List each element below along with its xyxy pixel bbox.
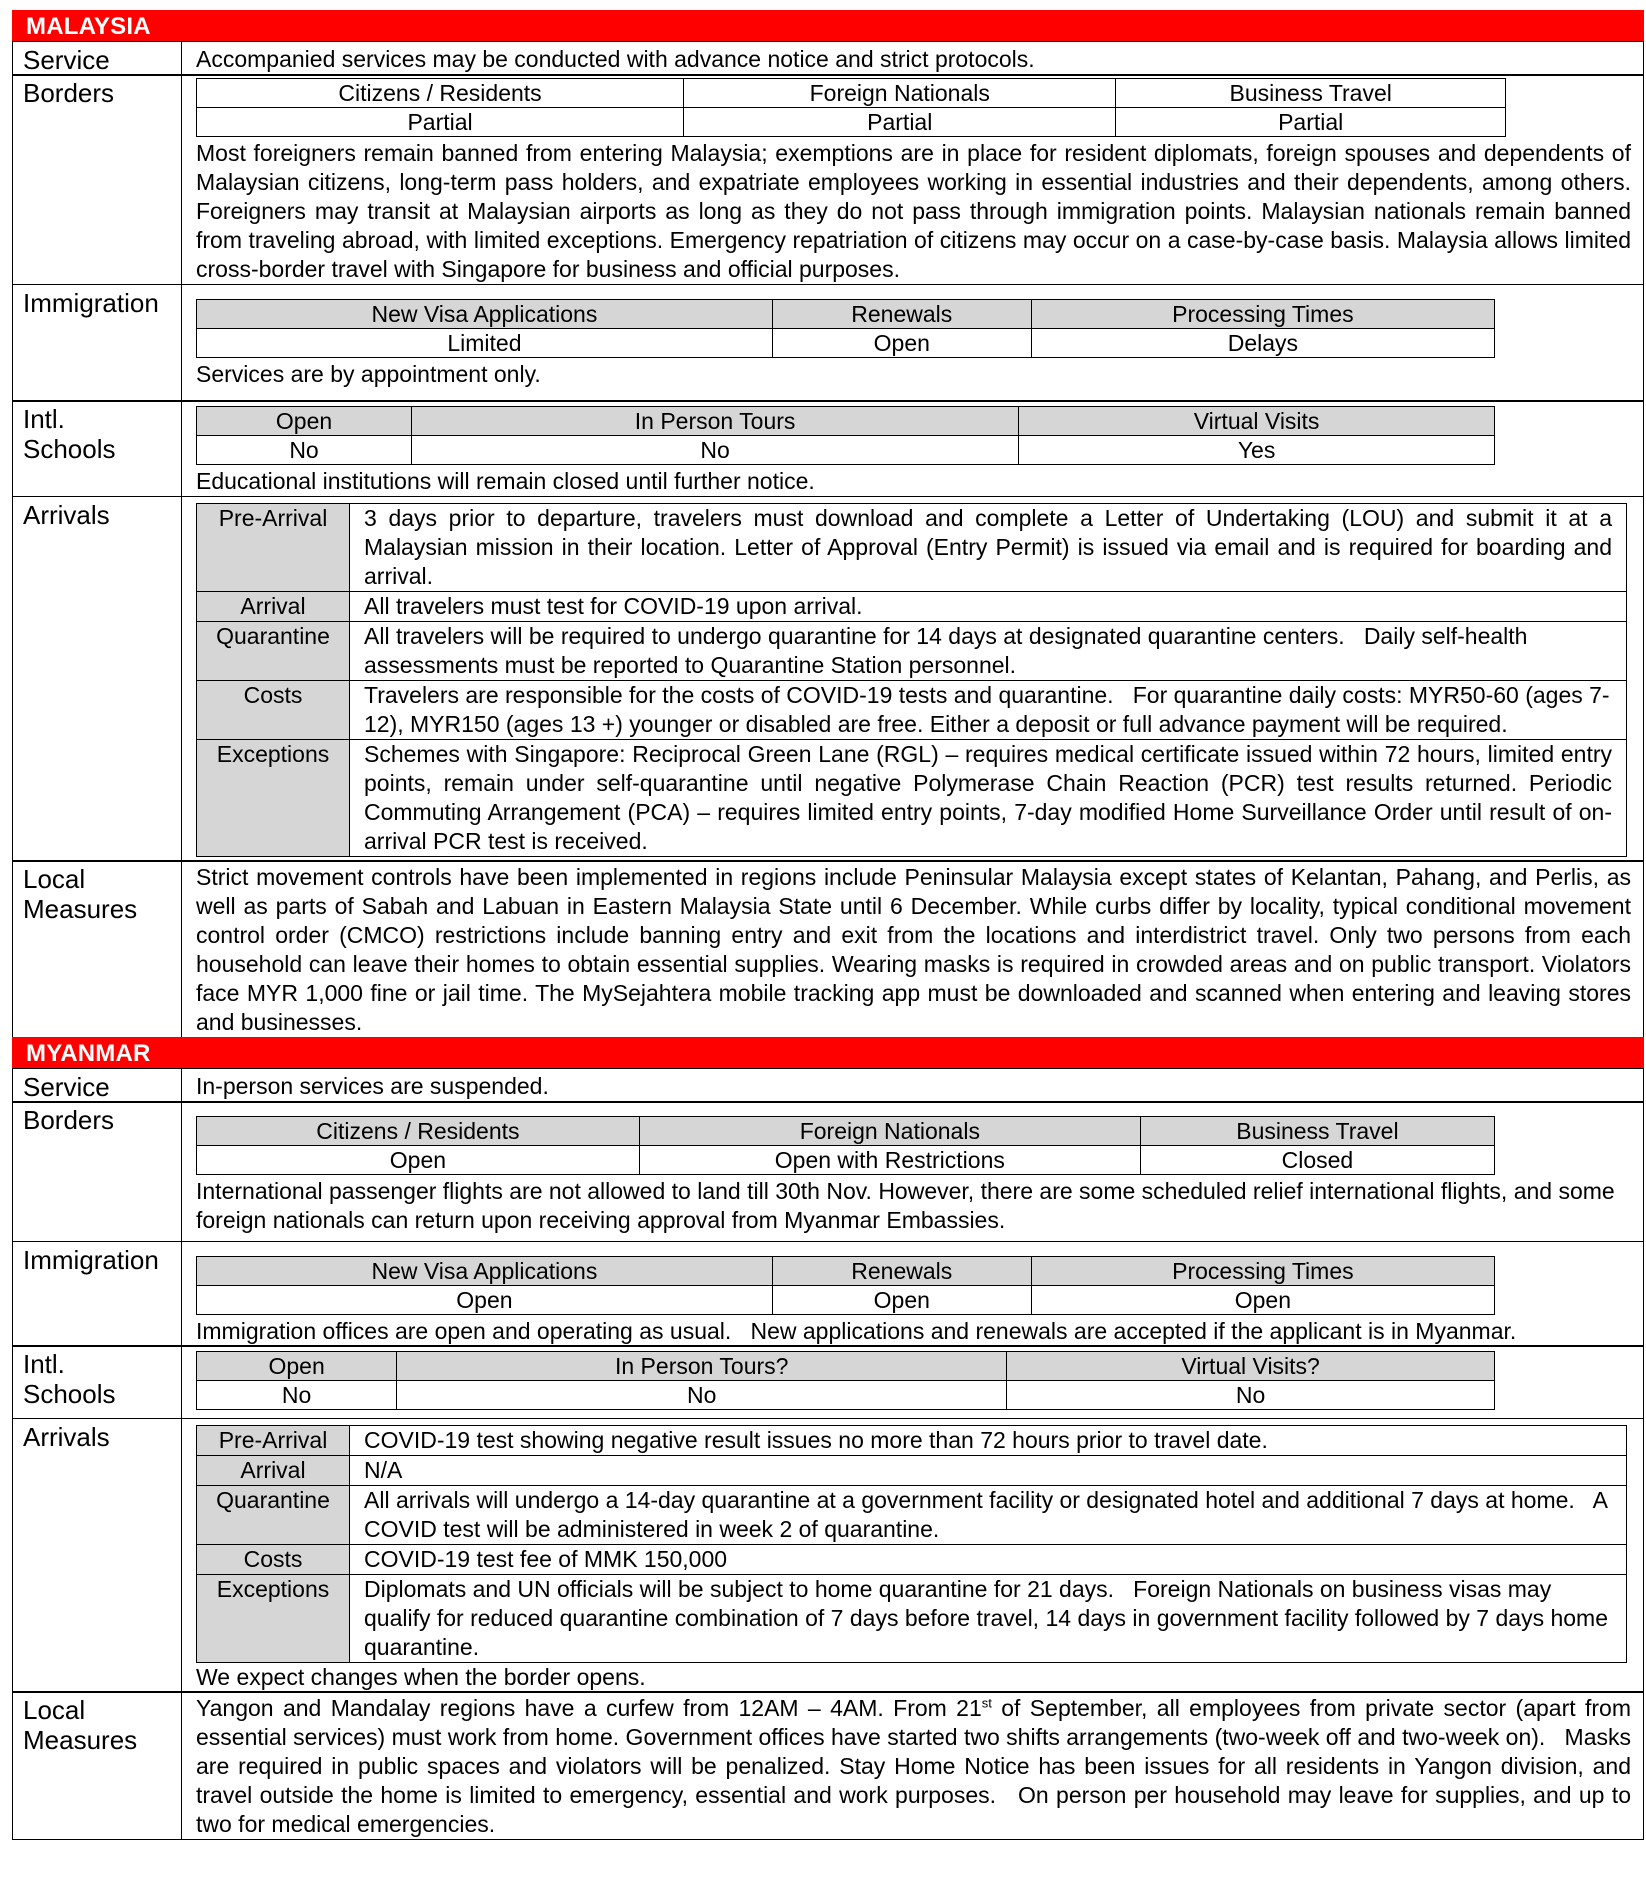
label-line: Local (23, 1695, 86, 1725)
arrival-key: Arrival (197, 1455, 350, 1485)
arrival-text: Diplomats and UN officials will be subject to home quarantine for 21 days. Foreign Nationals on business visas may qualify for reduced quarantine combination of 7 days before travel, 14 days in government facility followed by 7 days home quarantine. (350, 1574, 1627, 1662)
arrival-text: COVID-19 test showing negative result issues no more than 72 hours prior to travel date. (350, 1425, 1627, 1455)
text-part: of September, all employees from private sector (apart from essential services) must work from home. Government offices have started two shifts arrangements (two-week off and two-week on). Masks are required in public spaces and violators will be penalized. Stay Home Notice has been issues for all residents in Yangon division, and travel outside the home is limited to emergency, essential and work purposes. On person per household may leave for supplies, and up to two for medical emergencies. (196, 1695, 1638, 1837)
status-value: No (397, 1381, 1007, 1410)
column-header: Citizens / Residents (197, 1117, 640, 1146)
borders-row (12, 74, 1644, 285)
status-value: No (412, 436, 1019, 465)
row-label: Service (12, 1069, 182, 1102)
borders-table (196, 78, 1506, 137)
service-text: In-person services are suspended. (182, 1069, 1644, 1102)
column-header: In Person Tours? (397, 1352, 1007, 1381)
borders-text: Most foreigners remain banned from entering Malaysia; exemptions are in place for resident diplomats, foreign spouses and dependents of Malaysian citizens, long-term pass holders, and expatriate employees working in essential industries and their dependents, among others. Foreigners may transit at Malaysian airports as long as they do not pass through immigration points. Malaysian nationals remain banned from traveling abroad, with limited exceptions. Emergency repatriation of citizens may occur on a case-by-case basis. Malaysia allows limited cross-border travel with Singapore for business and official purposes. (196, 140, 1631, 282)
label-line: Intl. (23, 1349, 65, 1379)
arrival-text: All travelers must test for COVID-19 upon arrival. (350, 591, 1627, 621)
status-value: Delays (1031, 328, 1494, 357)
column-header: Open (197, 407, 412, 436)
status-value: Partial (197, 108, 684, 137)
local-measures-text (182, 1692, 1644, 1839)
column-header: New Visa Applications (197, 1256, 773, 1285)
arrival-key: Pre-Arrival (197, 1425, 350, 1455)
arrival-key: Costs (197, 1544, 350, 1574)
row-label: Immigration (12, 285, 182, 401)
row-label (12, 401, 182, 496)
schools-row (12, 1345, 1644, 1419)
column-header: Foreign Nationals (684, 79, 1116, 108)
row-label (12, 1692, 182, 1839)
immigration-table (196, 299, 1495, 358)
country-header-malaysia: MALAYSIA (12, 10, 1644, 42)
status-value: Limited (197, 328, 773, 357)
column-header: Virtual Visits? (1007, 1352, 1495, 1381)
row-label: Arrivals (12, 497, 182, 861)
country-header-myanmar: MYANMAR (12, 1037, 1644, 1069)
arrival-key: Quarantine (197, 1485, 350, 1544)
local-measures-row (12, 1691, 1644, 1840)
text-part: Yangon and Mandalay regions have a curfew from 12AM – 4AM. From 21 (196, 1695, 982, 1721)
label-line: Intl. (23, 404, 65, 434)
status-value: Open (197, 1146, 640, 1175)
immigration-table (196, 1256, 1495, 1315)
schools-table (196, 406, 1495, 465)
column-header: Processing Times (1031, 299, 1494, 328)
arrival-text: N/A (350, 1455, 1627, 1485)
status-value: Partial (1116, 108, 1506, 137)
arrival-key: Quarantine (197, 621, 350, 680)
status-value: Open (772, 1285, 1031, 1314)
status-value: No (1007, 1381, 1495, 1410)
status-value: Closed (1140, 1146, 1494, 1175)
arrivals-note: We expect changes when the border opens. (196, 1663, 646, 1690)
arrival-key: Pre-Arrival (197, 503, 350, 591)
arrivals-row (12, 1418, 1644, 1693)
immigration-row (12, 284, 1644, 402)
borders-table (196, 1116, 1495, 1175)
status-value: Open (197, 1285, 773, 1314)
immigration-row (12, 1241, 1644, 1347)
row-label: Borders (12, 1102, 182, 1241)
arrival-text: All arrivals will undergo a 14-day quarantine at a government facility or designated hotel and additional 7 days at home. A COVID test will be administered in week 2 of quarantine. (350, 1485, 1627, 1544)
arrival-text: Schemes with Singapore: Reciprocal Green Lane (RGL) – requires medical certificate issued within 72 hours, limited entry points, remain under self-quarantine until negative Polymerase Chain Reaction (PCR) test results returned. Periodic Commuting Arrangement (PCA) – requires limited entry points, 7-day modified Home Surveillance Order until result of on-arrival PCR test is received. (350, 739, 1627, 856)
column-header: Citizens / Residents (197, 79, 684, 108)
borders-row (12, 1101, 1644, 1242)
status-value: No (197, 436, 412, 465)
column-header: Renewals (772, 1256, 1031, 1285)
local-measures-row (12, 860, 1644, 1038)
local-measures-text: Strict movement controls have been implemented in regions include Peninsular Malaysia except states of Kelantan, Pahang, and Perlis, as well as parts of Sabah and Labuan in Eastern Malaysia State until 6 December. While curbs differ by locality, typical conditional movement control order (CMCO) restrictions include banning entry and exit from the locations and interdistrict travel. Only two persons from each household can leave their homes to obtain essential supplies. Wearing masks is required in crowded areas and on public transport. Violators face MYR 1,000 fine or jail time. The MySejahtera mobile tracking app must be downloaded and scanned when entering and leaving stores and businesses. (182, 861, 1644, 1037)
status-value: Yes (1019, 436, 1495, 465)
arrivals-row (12, 496, 1644, 862)
arrival-key: Exceptions (197, 739, 350, 856)
arrivals-table (196, 503, 1627, 857)
schools-table (196, 1351, 1495, 1410)
status-value: Open (772, 328, 1031, 357)
row-label (12, 861, 182, 1037)
arrival-key: Exceptions (197, 1574, 350, 1662)
arrival-key: Costs (197, 680, 350, 739)
status-value: Open with Restrictions (639, 1146, 1140, 1175)
status-value: Partial (684, 108, 1116, 137)
status-value: Open (1031, 1285, 1494, 1314)
borders-text: International passenger flights are not allowed to land till 30th Nov. However, there are some scheduled relief international flights, and some foreign nationals can return upon receiving approval from Myanmar Embassies. (196, 1178, 1615, 1233)
column-header: New Visa Applications (197, 299, 773, 328)
label-line: Schools (23, 434, 116, 464)
row-label: Borders (12, 75, 182, 284)
column-header: Business Travel (1116, 79, 1506, 108)
arrivals-table (196, 1425, 1627, 1663)
country-report (12, 10, 1644, 1840)
status-value: No (197, 1381, 397, 1410)
column-header: Virtual Visits (1019, 407, 1495, 436)
immigration-text: Services are by appointment only. (196, 360, 541, 387)
row-label: Arrivals (12, 1419, 182, 1692)
column-header: Open (197, 1352, 397, 1381)
arrival-text: COVID-19 test fee of MMK 150,000 (350, 1544, 1627, 1574)
row-label: Immigration (12, 1242, 182, 1346)
row-label (12, 1346, 182, 1418)
service-row (12, 41, 1644, 76)
schools-text: Educational institutions will remain closed until further notice. (196, 468, 815, 494)
column-header: Business Travel (1140, 1117, 1494, 1146)
label-line: Schools (23, 1379, 116, 1409)
immigration-text: Immigration offices are open and operating as usual. New applications and renewals are accepted if the applicant is in Myanmar. (196, 1317, 1517, 1344)
label-line: Measures (23, 1725, 138, 1755)
label-line: Local (23, 864, 86, 894)
column-header: In Person Tours (412, 407, 1019, 436)
service-text: Accompanied services may be conducted with advance notice and strict protocols. (182, 42, 1644, 75)
column-header: Processing Times (1031, 1256, 1494, 1285)
row-label: Service (12, 42, 182, 75)
arrival-text: All travelers will be required to undergo quarantine for 14 days at designated quarantine centers. Daily self-health assessments must be reported to Quarantine Station personnel. (350, 621, 1627, 680)
arrival-key: Arrival (197, 591, 350, 621)
label-line: Measures (23, 894, 138, 924)
column-header: Foreign Nationals (639, 1117, 1140, 1146)
arrival-text: 3 days prior to departure, travelers must download and complete a Letter of Undertaking (LOU) and submit it at a Malaysian mission in their location. Letter of Approval (Entry Permit) is issued via email and is required for boarding and arrival. (350, 503, 1627, 591)
arrival-text: Travelers are responsible for the costs of COVID-19 tests and quarantine. For quarantine daily costs: MYR50-60 (ages 7-12), MYR150 (ages 13 +) younger or disabled are free. Either a deposit or full advance payment will be required. (350, 680, 1627, 739)
ordinal-suffix: st (981, 1695, 992, 1711)
service-row (12, 1068, 1644, 1103)
schools-row (12, 400, 1644, 497)
column-header: Renewals (772, 299, 1031, 328)
